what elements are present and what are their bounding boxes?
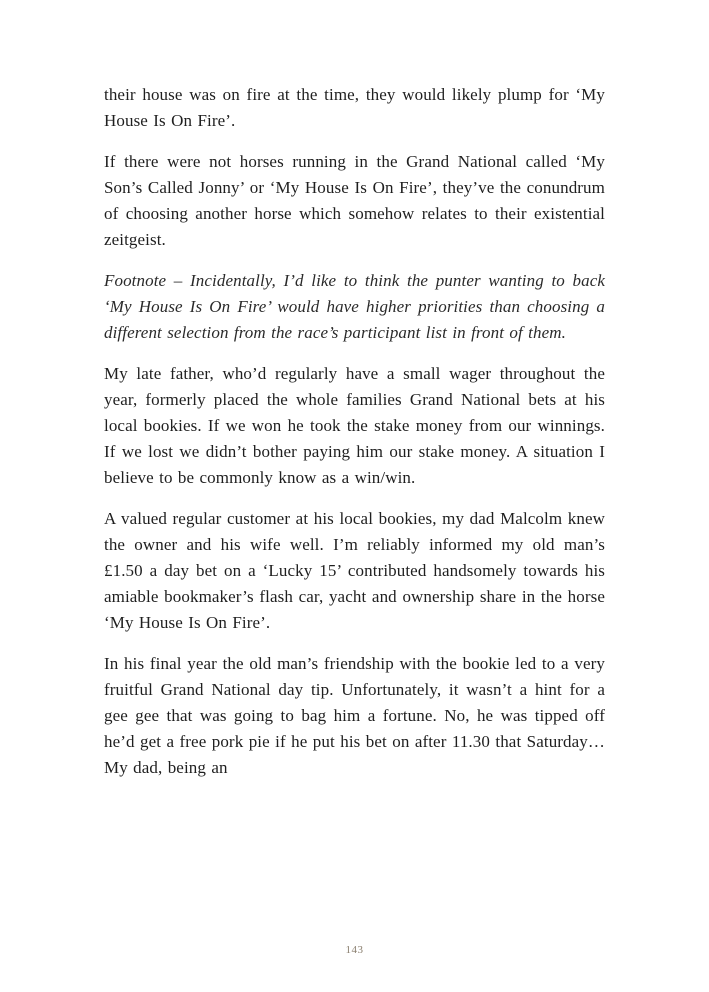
page-body xyxy=(104,82,605,796)
paragraph-valued-customer: A valued regular customer at his local bookies, my dad Malcolm knew the owner and his wife well. I’m reliably informed my old man’s £1.50 a day bet on a ‘Lucky 15’ contributed handsomely towards his amiable bookmaker’s flash car, yacht and ownership share in the horse ‘My House Is On Fire’. xyxy=(104,509,605,632)
paragraph-house-on-fire: their house was on fire at the time, they would likely plump for ‘My House Is On Fire’. xyxy=(104,85,605,130)
paragraph-footnote: Footnote – Incidentally, I’d like to think the punter wanting to back ‘My House Is On Fire’ would have higher priorities than choosing a different selection from the race’s participant list in front of them. xyxy=(104,271,605,342)
paragraph-grand-national: If there were not horses running in the Grand National called ‘My Son’s Called Jonny’ or ‘My House Is On Fire’, they’ve the conundrum of choosing another horse which somehow relates to their existential zeitgeist. xyxy=(104,152,605,249)
page-number: 143 xyxy=(345,944,364,956)
paragraph-late-father: My late father, who’d regularly have a small wager throughout the year, formerly placed the whole families Grand National bets at his local bookies. If we won he took the stake money from our winnings. If we lost we didn’t bother paying him our stake money. A situation I believe to be commonly know as a win/win. xyxy=(104,364,605,487)
paragraph-final-year: In his final year the old man’s friendship with the bookie led to a very fruitful Grand National day tip. Unfortunately, it wasn’t a hint for a gee gee that was going to bag him a fortune. No, he was tipped off he’d get a free pork pie if he put his bet on after 11.30 that Saturday… My dad, being an xyxy=(104,654,605,777)
